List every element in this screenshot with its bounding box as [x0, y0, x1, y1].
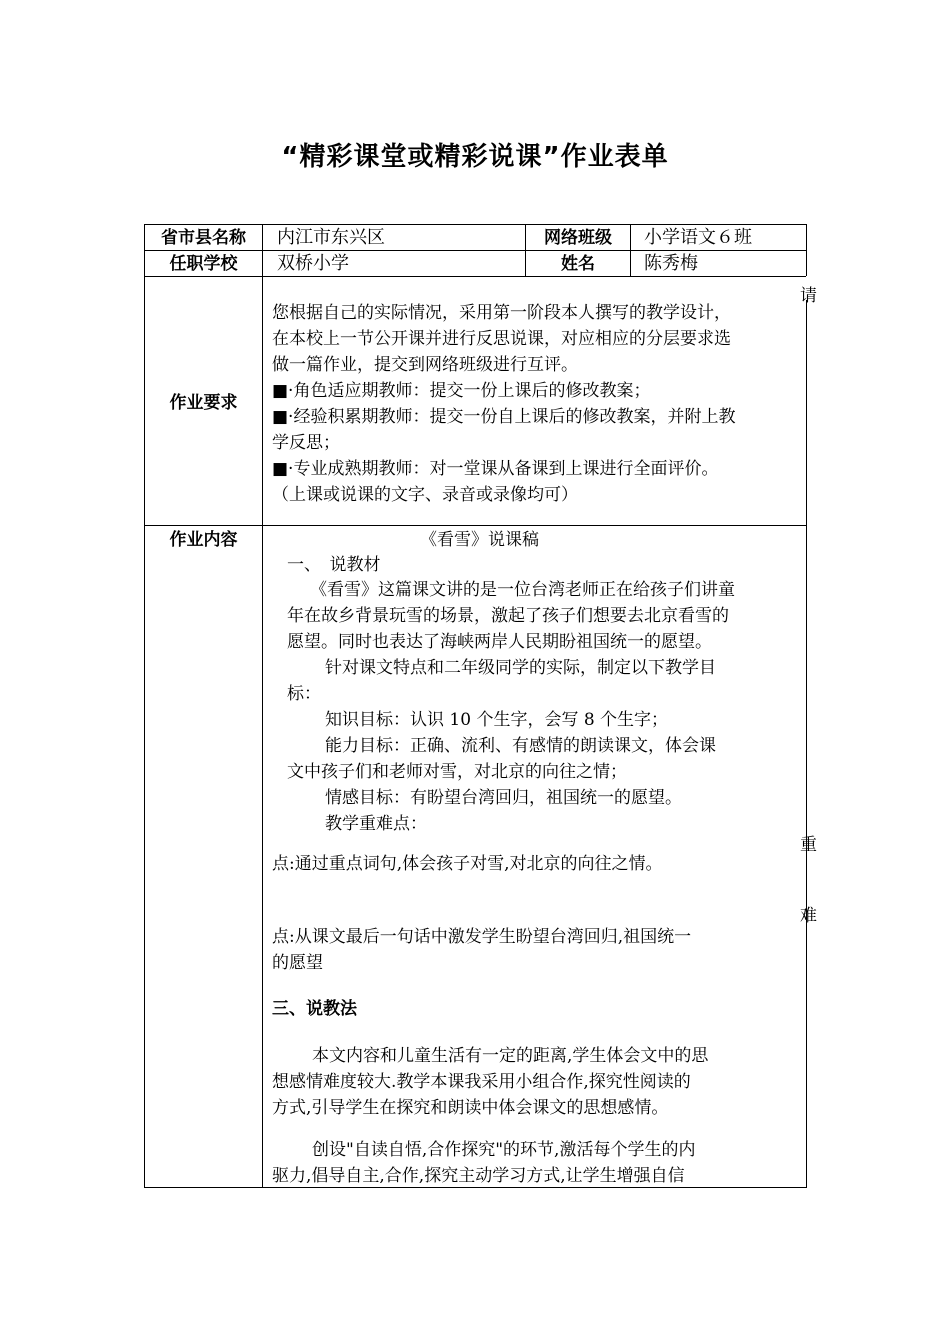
table-border-top [144, 224, 806, 225]
region-value: 内江市东兴区 [277, 227, 385, 248]
requirements-side-char: 请 [800, 286, 817, 306]
table-border-right [806, 300, 807, 1188]
paragraph-line: 文中孩子们和老师对雪，对北京的向往之情； [287, 762, 627, 782]
requirements-line: ■·专业成熟期教师：对一堂课从备课到上课进行全面评价。 [272, 459, 719, 479]
key-points-intro: 教学重难点： [325, 814, 427, 834]
section1-heading: 一、 说教材 [287, 555, 381, 575]
paragraph-line: 方式,引导学生在探究和朗读中体会课文的思想感情。 [272, 1098, 669, 1118]
class-value: 小学语文６班 [644, 227, 752, 248]
region-label: 省市县名称 [161, 228, 246, 248]
school-value: 双桥小学 [277, 253, 349, 274]
paragraph-line: 点:从课文最后一句话中激发学生盼望台湾回归,祖国统一 [272, 927, 692, 947]
difficult-point [272, 924, 691, 976]
table-col-divider [262, 224, 263, 1188]
requirements-line: 学反思； [272, 433, 340, 453]
side-char-zhong: 重 [800, 835, 817, 855]
page-title: “精彩课堂或精彩说课”作业表单 [281, 142, 669, 172]
paragraph-line: 想感情难度较大.教学本课我采用小组合作,探究性阅读的 [272, 1072, 691, 1092]
paragraph-line: 创设"自读自悟,合作探究"的环节,激活每个学生的内 [312, 1140, 696, 1160]
key-point: 点:通过重点词句,体会孩子对雪,对北京的向往之情。 [272, 854, 663, 874]
paragraph-line: 愿望。同时也表达了海峡两岸人民期盼祖国统一的愿望。 [287, 632, 712, 652]
table-border-right [806, 224, 807, 276]
goal-knowledge: 知识目标：认识 10 个生字，会写 8 个生字； [325, 710, 669, 730]
goal-emotion: 情感目标：有盼望台湾回归，祖国统一的愿望。 [325, 788, 682, 808]
requirements-label: 作业要求 [169, 393, 238, 413]
table-row-divider [144, 525, 806, 526]
requirements-line: 做一篇作业，提交到网络班级进行互评。 [272, 355, 578, 375]
paragraph-line: 驱力,倡导自主,合作,探究主动学习方式,让学生增强自信 [272, 1166, 685, 1186]
side-char-nan: 难 [800, 906, 817, 926]
paragraph [287, 577, 735, 837]
doc-title: 《看雪》说课稿 [420, 530, 539, 550]
paragraph-line: 针对课文特点和二年级同学的实际，制定以下教学目 [325, 658, 716, 678]
paragraph-line: 能力目标：正确、流利、有感情的朗读课文，体会课 [325, 736, 716, 756]
paragraph-line: 本文内容和儿童生活有一定的距离,学生体会文中的思 [312, 1046, 709, 1066]
table-border-left [144, 224, 145, 1188]
paragraph-line: 年在故乡背景玩雪的场景，激起了孩子们想要去北京看雪的 [287, 606, 729, 626]
requirements-line: 您根据自己的实际情况，采用第一阶段本人撰写的教学设计， [272, 303, 731, 323]
table-col-divider [630, 224, 631, 276]
paragraph [272, 1137, 695, 1189]
table-row-divider [144, 250, 806, 251]
requirements-line: （上课或说课的文字、录音或录像均可） [272, 485, 578, 505]
content-label: 作业内容 [169, 530, 238, 550]
class-label: 网络班级 [544, 228, 612, 248]
school-label: 任职学校 [169, 254, 238, 274]
paragraph-line: 标： [287, 684, 321, 704]
name-label: 姓名 [561, 254, 595, 274]
paragraph-line: 《看雪》这篇课文讲的是一位台湾老师正在给孩子们讲童 [310, 580, 735, 600]
requirements-line: 在本校上一节公开课并进行反思说课，对应相应的分层要求选 [272, 329, 731, 349]
table-row-divider [144, 276, 806, 277]
requirements-line: ■·经验积累期教师：提交一份自上课后的修改教案，并附上教 [272, 407, 736, 427]
paragraph [272, 1043, 708, 1121]
paragraph-line: 的愿望 [272, 953, 323, 973]
requirements-line: ■·角色适应期教师：提交一份上课后的修改教案； [272, 381, 651, 401]
name-value: 陈秀梅 [644, 253, 698, 274]
requirements-text [272, 300, 735, 508]
section3-heading: 三、说教法 [272, 999, 357, 1019]
